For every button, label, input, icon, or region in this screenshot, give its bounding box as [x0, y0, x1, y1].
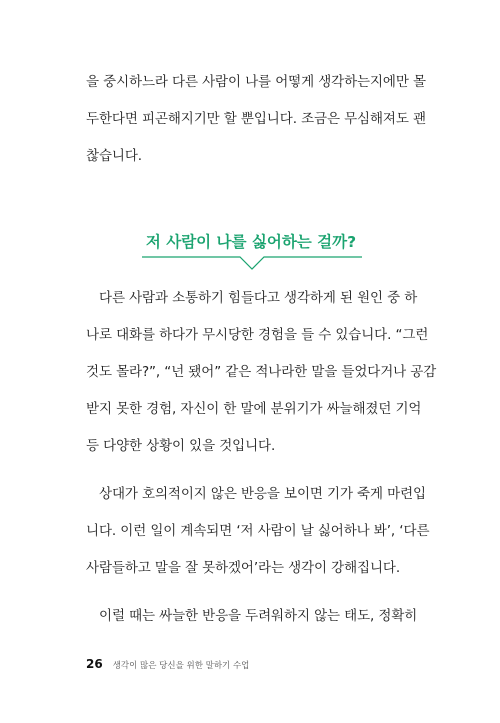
paragraph-3-line-3: 사람들하고 말을 잘 못하겠어’라는 생각이 강해집니다.: [86, 560, 401, 576]
section-heading: 저 사람이 나를 싫어하는 걸까?: [145, 233, 357, 251]
paragraph-1-line-2: 두한다면 피곤해지기만 할 뿐입니다. 조금은 무심해져도 괜: [86, 111, 426, 127]
paragraph-2-line-5: 등 다양한 상황이 있을 것입니다.: [86, 438, 276, 454]
running-book-title: 생각이 많은 당신을 위한 말하기 수업: [112, 661, 250, 671]
heading-underline-ornament: [142, 253, 362, 271]
paragraph-2-line-2: 나로 대화를 하다가 무시당한 경험을 들 수 있습니다. “그런: [86, 327, 429, 343]
paragraph-1-line-3: 찮습니다.: [86, 148, 142, 164]
page-number: 26: [86, 657, 103, 671]
paragraph-2-line-3: 것도 몰라?”, “넌 됐어” 같은 적나라한 말을 들었다거나 공감: [86, 364, 437, 380]
paragraph-3-line-1: 상대가 호의적이지 않은 반응을 보이면 기가 죽게 마련입: [99, 486, 426, 502]
paragraph-1-line-1: 을 중시하느라 다른 사람이 나를 어떻게 생각하는지에만 몰: [86, 74, 426, 90]
paragraph-2-line-1: 다른 사람과 소통하기 힘들다고 생각하게 된 원인 중 하: [99, 290, 418, 306]
paragraph-4-line-1: 이럴 때는 싸늘한 반응을 두려워하지 않는 태도, 정확히: [99, 608, 418, 624]
paragraph-2-line-4: 받지 못한 경험, 자신이 한 말에 분위기가 싸늘해졌던 기억: [86, 401, 422, 417]
paragraph-3-line-2: 니다. 이런 일이 계속되면 ‘저 사람이 날 싫어하나 봐’, ‘다른: [86, 523, 430, 539]
page-footer: [86, 657, 249, 673]
